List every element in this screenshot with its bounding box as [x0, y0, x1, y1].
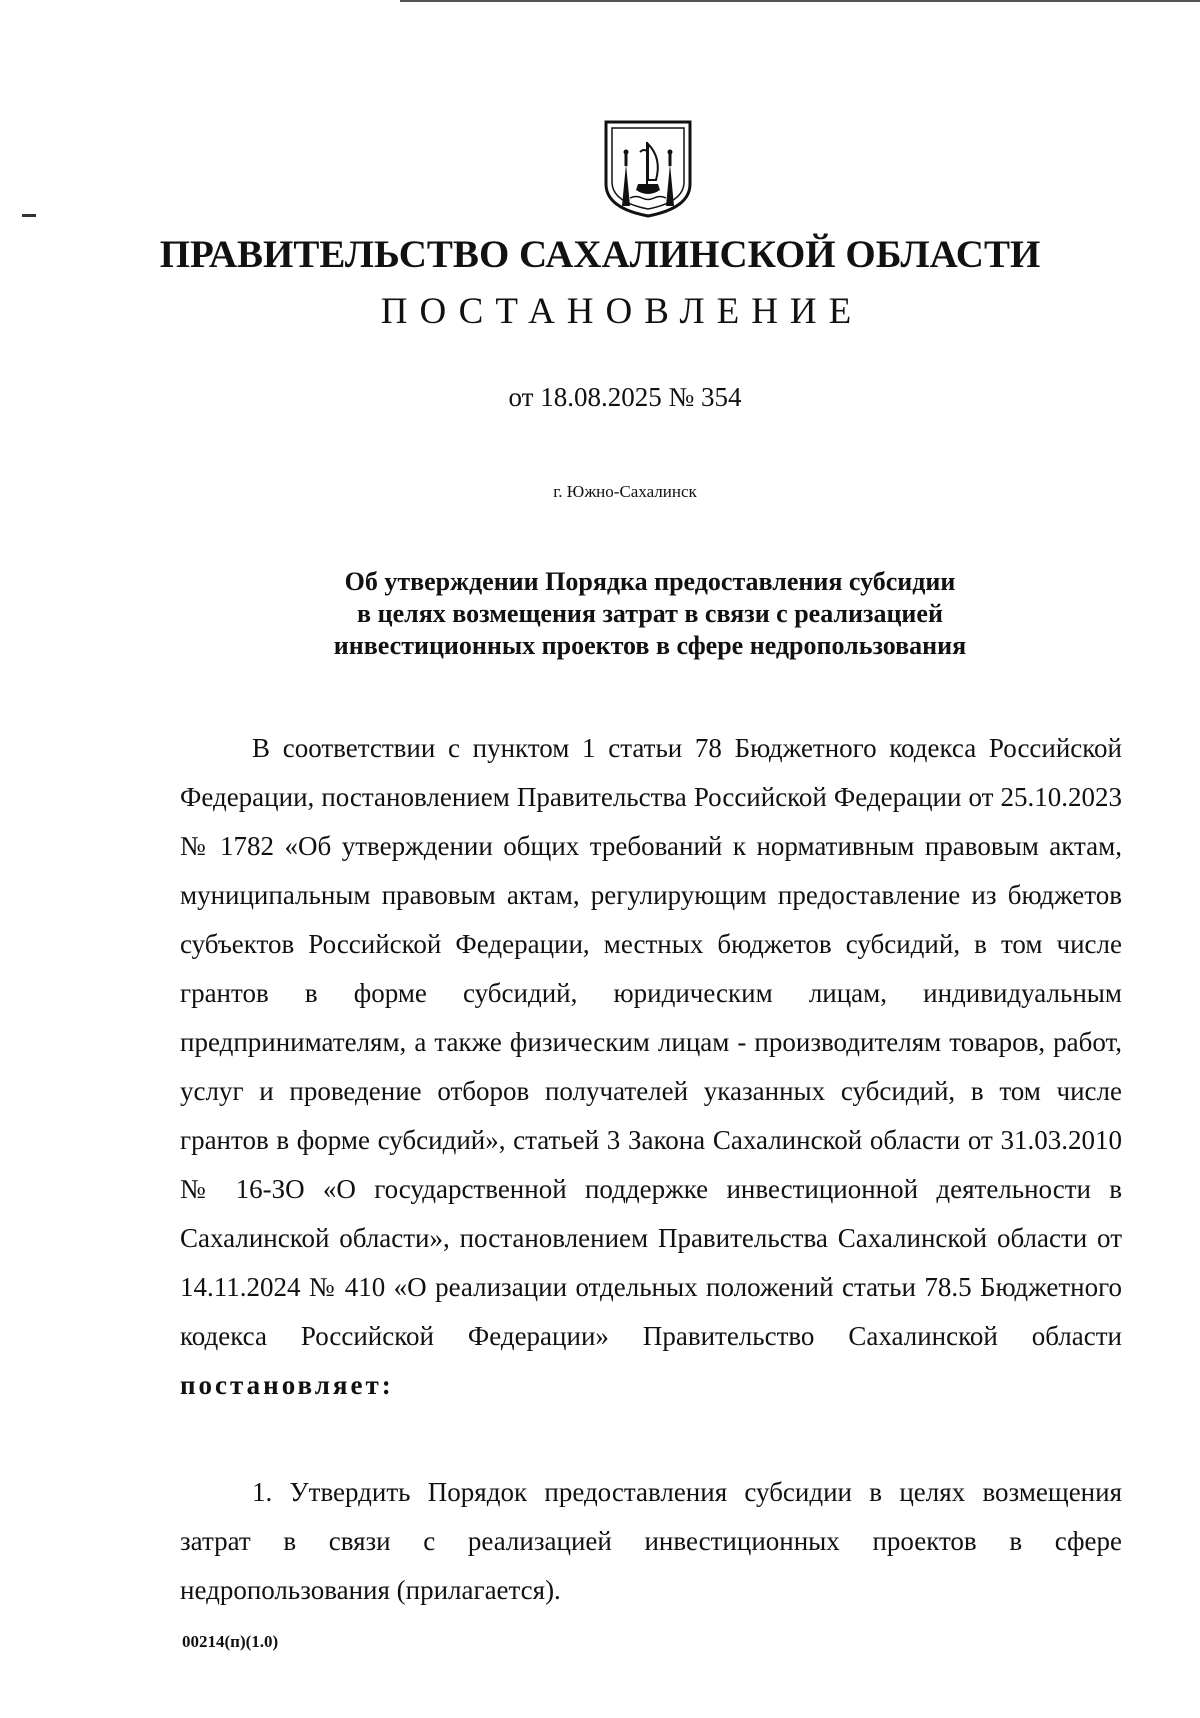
place-of-issue: г. Южно-Сахалинск: [553, 482, 697, 501]
top-border-line: [400, 0, 1200, 2]
subject-line-3: инвестиционных проектов в сфере недропользования: [333, 631, 967, 660]
subject-line-2: в целях возмещения затрат в связи с реализацией: [357, 599, 943, 628]
subject-line-1: Об утверждении Порядка предоставления субсидии: [344, 567, 956, 596]
government-title: ПРАВИТЕЛЬСТВО САХАЛИНСКОЙ ОБЛАСТИ: [159, 233, 1041, 276]
preamble-text: В соответствии с пунктом 1 статьи 78 Бюджетного кодекса Российской Федерации, постановлением Правительства Российской Федерации от 25.10.2023 № 1782 «Об утверждении общих требований к нормативным правовым актам, муниципальным правовым актам, регулирующим предоставление из бюджетов субъектов Российской Федерации, местных бюджетов субсидий, в том числе грантов в форме субсидий, юридическим лицам, индивидуальным предпринимателям, а также физическим лицам - производителям товаров, работ, услуг и проведение отборов получателей указанных субсидий, в том числе грантов в форме субсидий», статьей 3 Закона Сахалинской области от 31.03.2010 № 16-ЗО «О государственной поддержке инвестиционной деятельности в Сахалинской области», постановлением Правительства Сахалинской области от 14.11.2024 № 410 «О реализации отдельных положений статьи 78.5 Бюджетного кодекса Российской Федерации» Правительство Сахалинской области: [180, 733, 1122, 1351]
document-subject: [180, 566, 1120, 662]
decree-colon: :: [381, 1370, 394, 1400]
margin-scan-mark: [22, 214, 36, 217]
decree-word: постановляет: [180, 1370, 382, 1400]
form-code: 00214(п)(1.0): [182, 1632, 279, 1651]
document-type: ПОСТАНОВЛЕНИЕ: [380, 291, 864, 332]
item-1-paragraph: 1. Утвердить Порядок предоставления субсидии в целях возмещения затрат в связи с реализацией инвестиционных проектов в сфере недропользования (прилагается).: [180, 1477, 1122, 1605]
date-and-number: от 18.08.2025 № 354: [508, 382, 742, 412]
preamble-paragraph: [180, 724, 1122, 1410]
sakhalin-coat-of-arms-icon: [600, 118, 696, 218]
